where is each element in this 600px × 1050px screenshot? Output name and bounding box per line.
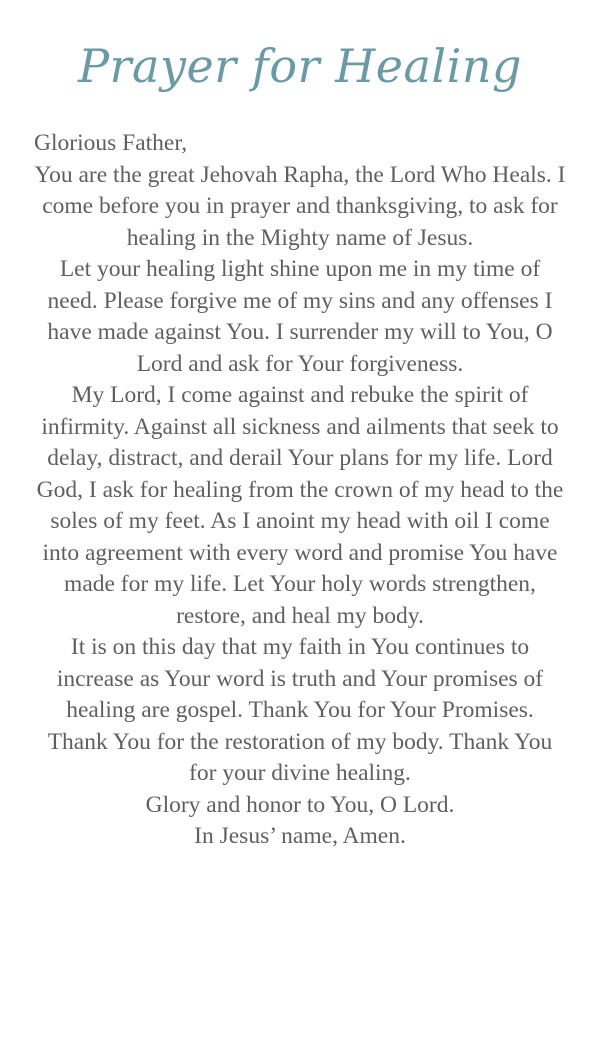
- prayer-paragraph-1: You are the great Jehovah Rapha, the Lord Who Heals. I come before you in prayer and thanksgiving, to ask for healing in the Mighty name of Jesus.: [34, 161, 566, 251]
- prayer-paragraph-4: It is on this day that my faith in You continues to increase as Your word is truth and Your promises of healing are gospel. Thank You for Your Promises. Thank You for the restoration of my body. Thank You for your divine healing.: [47, 634, 553, 786]
- prayer-body: [34, 128, 566, 853]
- prayer-paragraph-2: Let your healing light shine upon me in my time of need. Please forgive me of my sins and any offenses I have made against You. I surrender my will to You, O Lord and ask for Your forgiveness.: [47, 256, 553, 377]
- page-title: Prayer for Healing: [78, 39, 522, 93]
- prayer-paragraph-3: My Lord, I come against and rebuke the spirit of infirmity. Against all sickness and ailments that seek to delay, distract, and derail Your plans for my life. Lord God, I ask for healing from the crown of my head to the soles of my feet. As I anoint my head with oil I come into agreement with every word and promise You have made for my life. Let Your holy words strengthen, restore, and heal my body.: [36, 382, 564, 629]
- salutation: Glorious Father,: [34, 130, 188, 156]
- prayer-amen-line: In Jesus’ name, Amen.: [194, 823, 406, 849]
- prayer-closing-line: Glory and honor to You, O Lord.: [145, 791, 455, 818]
